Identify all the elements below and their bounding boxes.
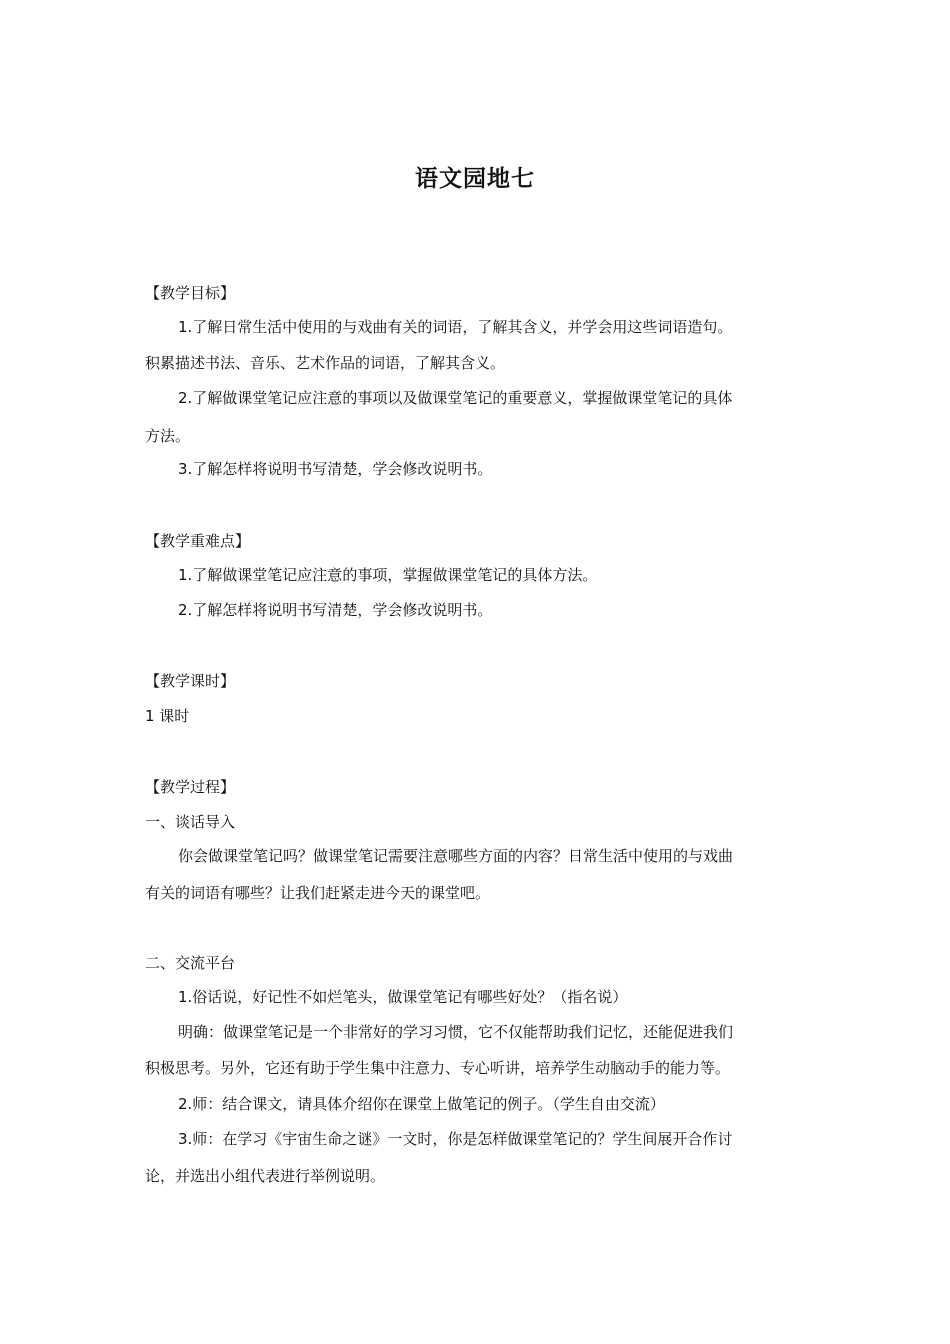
process-part-2-answer-line-2: 积极思考。另外，它还有助于学生集中注意力、专心听讲，培养学生动脑动手的能力等。 (145, 1059, 731, 1077)
key-point-1: 1.了解做课堂笔记应注意的事项，掌握做课堂笔记的具体方法。 (178, 566, 598, 584)
page-title: 语文园地七 (415, 166, 535, 192)
section-heading-objectives: 【教学目标】 (145, 284, 236, 302)
process-part-1-line-1: 你会做课堂笔记吗？做课堂笔记需要注意哪些方面的内容？日常生活中使用的与戏曲 (178, 847, 734, 865)
process-part-1-line-2: 有关的词语有哪些？让我们赶紧走进今天的课堂吧。 (145, 884, 491, 902)
process-part-1-heading: 一、谈话导入 (145, 813, 236, 831)
class-hours-value: 1 课时 (145, 707, 190, 725)
objective-2-line-2: 方法。 (145, 427, 191, 445)
key-point-2: 2.了解怎样将说明书写清楚，学会修改说明书。 (178, 601, 493, 619)
section-heading-process: 【教学过程】 (145, 778, 236, 796)
section-heading-key-points: 【教学重难点】 (145, 532, 251, 550)
process-part-2-answer-line-1: 明确：做课堂笔记是一个非常好的学习习惯，它不仅能帮助我们记忆，还能促进我们 (178, 1023, 734, 1041)
process-part-2-item-3-line-1: 3.师：在学习《宇宙生命之谜》一文时，你是怎样做课堂笔记的？学生间展开合作讨 (178, 1130, 733, 1148)
objective-1-line-1: 1.了解日常生活中使用的与戏曲有关的词语，了解其含义，并学会用这些词语造句。 (178, 318, 733, 336)
process-part-2-heading: 二、交流平台 (145, 954, 236, 972)
process-part-2-item-1: 1.俗话说，好记性不如烂笔头，做课堂笔记有哪些好处？（指名说） (178, 988, 628, 1006)
process-part-2-item-3-line-2: 论，并选出小组代表进行举例说明。 (145, 1167, 386, 1185)
process-part-2-item-2: 2.师：结合课文，请具体介绍你在课堂上做笔记的例子。（学生自由交流） (178, 1095, 665, 1113)
section-heading-class-hours: 【教学课时】 (145, 672, 236, 690)
objective-2-line-1: 2.了解做课堂笔记应注意的事项以及做课堂笔记的重要意义，掌握做课堂笔记的具体 (178, 389, 733, 407)
objective-1-line-2: 积累描述书法、音乐、艺术作品的词语，了解其含义。 (145, 354, 506, 372)
objective-3: 3.了解怎样将说明书写清楚，学会修改说明书。 (178, 460, 493, 478)
